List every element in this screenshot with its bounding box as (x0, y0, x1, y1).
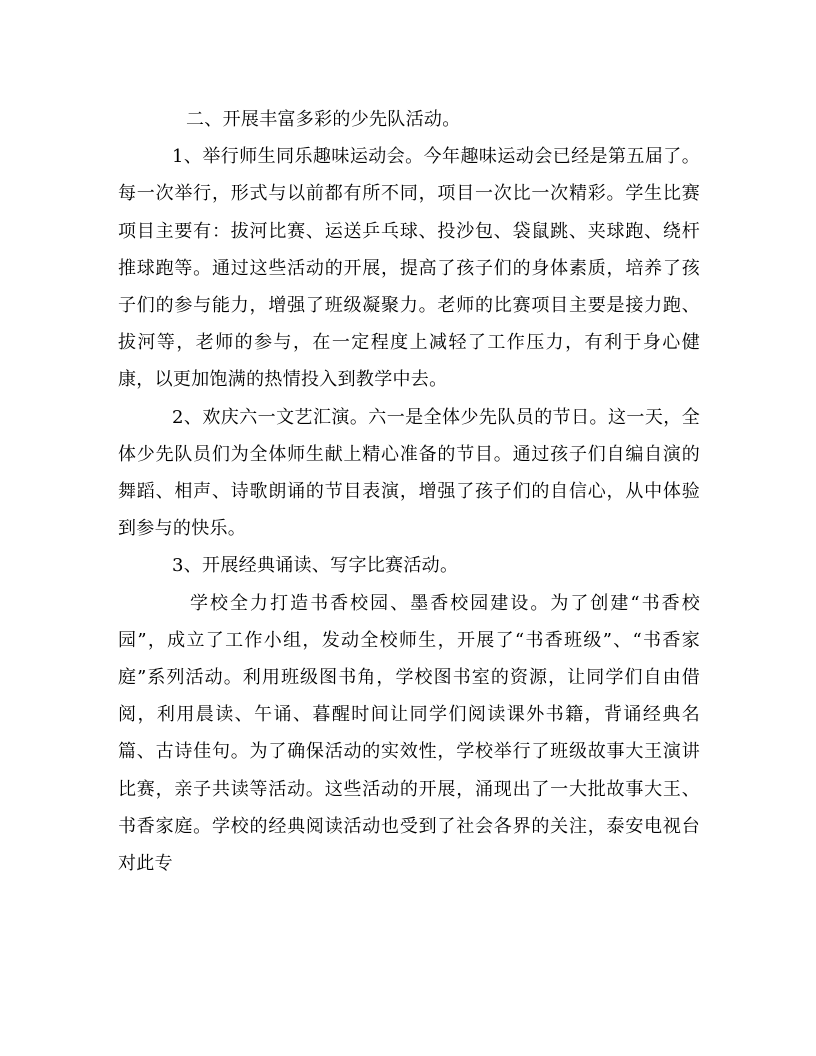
section-heading: 二、开展丰富多彩的少先队活动。 (186, 109, 461, 130)
paragraph-sports-meeting: 1、举行师生同乐趣味运动会。今年趣味运动会已经是第五届了。每一次举行，形式与以前都有所不同，项目一次比一次精彩。学生比赛项目主要有：拔河比赛、运送乒乓球、投沙包、袋鼠跳、夹球跑、绕杆推球跑等。通过这些活动的开展，提高了孩子们的身体素质，培养了孩子们的参与能力，增强了班级凝聚力。老师的比赛项目主要是接力跑、拔河等，老师的参与，在一定程度上减轻了工作压力，有利于身心健康，以更加饱满的热情投入到教学中去。 (118, 146, 700, 391)
document-body (118, 101, 700, 882)
paragraph-childrens-day: 2、欢庆六一文艺汇演。六一是全体少先队员的节日。这一天，全体少先队员们为全体师生献上精心准备的节目。通过孩子们自编自演的舞蹈、相声、诗歌朗诵的节目表演，增强了孩子们的自信心，从中体验到参与的快乐。 (118, 406, 700, 540)
paragraph-reading-heading: 3、开展经典诵读、写字比赛活动。 (172, 555, 459, 577)
paragraph-scholarly-campus: 学校全力打造书香校园、墨香校园建设。为了创建“书香校园”，成立了工作小组，发动全校师生，开展了“书香班级”、“书香家庭”系列活动。利用班级图书角，学校图书室的资源，让同学们自由借阅，利用晨读、午诵、暮醒时间让同学们阅读课外书籍，背诵经典名篇、古诗佳句。为了确保活动的实效性，学校举行了班级故事大王演讲比赛，亲子共读等活动。这些活动的开展，涌现出了一大批故事大王、书香家庭。学校的经典阅读活动也受到了社会各界的关注，泰安电视台对此专 (118, 592, 700, 875)
